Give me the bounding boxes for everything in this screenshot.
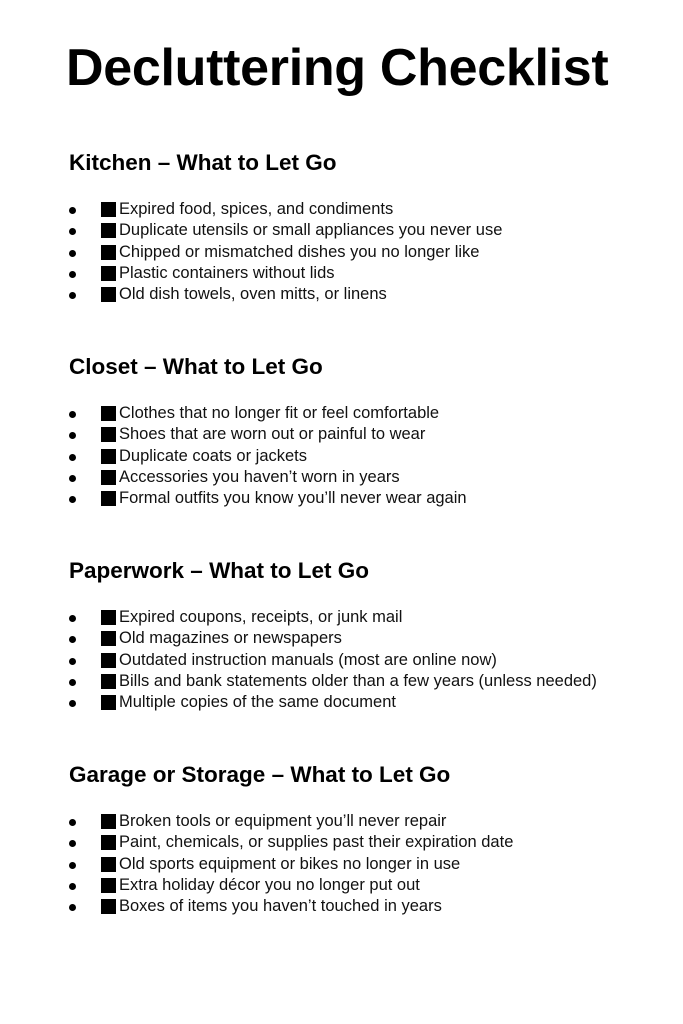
bullet-icon	[69, 819, 76, 826]
checkbox-square-icon[interactable]	[101, 653, 116, 668]
bullet-icon	[69, 883, 76, 890]
checkbox-square-icon[interactable]	[101, 406, 116, 421]
bullet-icon	[69, 271, 76, 278]
checkbox-square-icon[interactable]	[101, 287, 116, 302]
checkbox-square-icon[interactable]	[101, 878, 116, 893]
checkbox-square-icon[interactable]	[101, 814, 116, 829]
checkbox-square-icon[interactable]	[101, 427, 116, 442]
bullet-icon	[69, 250, 76, 257]
checkbox-square-icon[interactable]	[101, 631, 116, 646]
page-title: Decluttering Checklist	[66, 39, 609, 97]
bullet-icon	[69, 475, 76, 482]
bullet-icon	[69, 679, 76, 686]
checkbox-square-icon[interactable]	[101, 610, 116, 625]
checkbox-square-icon[interactable]	[101, 245, 116, 260]
checkbox-square-icon[interactable]	[101, 899, 116, 914]
bullet-icon	[69, 207, 76, 214]
bullet-icon	[69, 496, 76, 503]
bullet-icon	[69, 615, 76, 622]
checkbox-square-icon[interactable]	[101, 449, 116, 464]
checkbox-square-icon[interactable]	[101, 674, 116, 689]
section-heading: Paperwork – What to Let Go	[69, 558, 370, 583]
bullet-icon	[69, 411, 76, 418]
section-heading: Closet – What to Let Go	[69, 354, 323, 379]
checkbox-square-icon[interactable]	[101, 835, 116, 850]
bullet-icon	[69, 658, 76, 665]
bullet-icon	[69, 292, 76, 299]
checkbox-square-icon[interactable]	[101, 491, 116, 506]
bullet-icon	[69, 432, 76, 439]
bullet-icon	[69, 840, 76, 847]
bullet-icon	[69, 228, 76, 235]
bullet-icon	[69, 904, 76, 911]
checkbox-square-icon[interactable]	[101, 202, 116, 217]
checkbox-square-icon[interactable]	[101, 266, 116, 281]
checkbox-square-icon[interactable]	[101, 857, 116, 872]
bullet-icon	[69, 454, 76, 461]
section-heading: Garage or Storage – What to Let Go	[69, 762, 451, 787]
bullet-icon	[69, 700, 76, 707]
checkbox-square-icon[interactable]	[101, 223, 116, 238]
bullet-icon	[69, 636, 76, 643]
bullet-icon	[69, 862, 76, 869]
checkbox-square-icon[interactable]	[101, 470, 116, 485]
section-heading: Kitchen – What to Let Go	[69, 150, 337, 175]
checkbox-square-icon[interactable]	[101, 695, 116, 710]
